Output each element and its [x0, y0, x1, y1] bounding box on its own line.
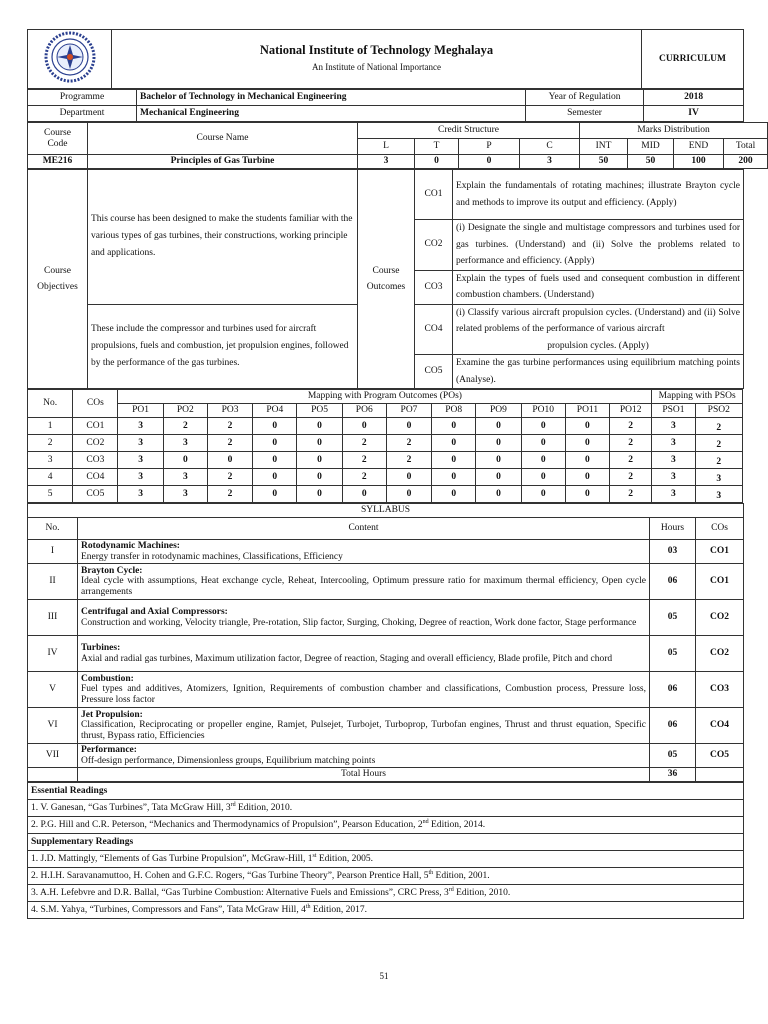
mapping-value: 3: [118, 469, 163, 486]
logo-cell: [28, 30, 112, 89]
mapping-col-po11: PO11: [565, 404, 609, 418]
unit-hours: 06: [650, 564, 696, 600]
col-P: P: [459, 139, 520, 155]
unit-number: VII: [28, 744, 78, 768]
mapping-cos-header: COs: [73, 390, 118, 418]
col-C: C: [520, 139, 580, 155]
mapping-value: 0: [386, 469, 431, 486]
department-label: Department: [28, 106, 137, 122]
reading-text: 2. P.G. Hill and C.R. Peterson, “Mechanics and Thermodynamics of Propulsion”, Pearson Education, 2: [31, 819, 423, 830]
institute-emblem-icon: [40, 30, 100, 84]
mapping-value: 3: [118, 452, 163, 469]
mapping-col-pso1: PSO1: [652, 404, 695, 418]
mapping-value: 3: [652, 469, 695, 486]
mapping-col-po9: PO9: [476, 404, 521, 418]
mapping-value: 2: [207, 435, 252, 452]
mapping-value: 0: [163, 452, 207, 469]
co-po-mapping-table: [27, 389, 743, 503]
mapping-value: 0: [565, 418, 609, 435]
supplementary-reading-item: [28, 885, 744, 902]
mapping-col-po8: PO8: [432, 404, 476, 418]
reading-text-end: Edition, 2001.: [433, 870, 490, 881]
mapping-col-po2: PO2: [163, 404, 207, 418]
syllabus-table: [27, 503, 744, 782]
objectives-label-line1: Course: [44, 266, 71, 276]
mapping-value: 0: [521, 435, 565, 452]
reading-superscript: nd: [422, 818, 429, 825]
outcomes-label-line2: Outcomes: [366, 282, 406, 292]
programme-value: Bachelor of Technology in Mechanical Engineering: [137, 90, 526, 106]
co4-text-last: propulsion cycles. (Apply): [547, 340, 649, 351]
mapping-value: 2: [342, 452, 386, 469]
semester-value: IV: [644, 106, 744, 122]
year-label: Year of Regulation: [526, 90, 644, 106]
mapping-value: 2: [207, 469, 252, 486]
unit-content: [78, 708, 650, 744]
objective-text-1: This course has been designed to make the students familiar with the various types of gas turbines, their constructions, working principle and applications.: [88, 170, 358, 305]
reading-text-end: Edition, 2005.: [316, 853, 373, 864]
syllabus-unit-row: [28, 744, 744, 768]
mapping-value: 0: [432, 418, 476, 435]
reading-text: 3. A.H. Lefebvre and D.R. Ballal, “Gas Turbine Combustion: Alternative Fuels and Emissions”, CRC Press, 3: [31, 887, 449, 898]
essential-reading-item: [28, 817, 744, 834]
mapping-value: 0: [253, 452, 297, 469]
mapping-row: [28, 435, 743, 452]
co5-id: CO5: [415, 355, 453, 389]
course-table: [27, 122, 768, 169]
unit-co: CO1: [696, 564, 744, 600]
mapping-value: 0: [432, 435, 476, 452]
mapping-value: 0: [297, 435, 342, 452]
total-empty-co: [696, 768, 744, 782]
course-info-table: [27, 89, 744, 122]
reading-text: 2. H.I.H. Saravanamuttoo, H. Cohen and G.F.C. Rogers, “Gas Turbine Theory”, Pearson Prentice Hall, 5: [31, 870, 429, 881]
unit-content: [78, 540, 650, 564]
curriculum-sheet: [27, 29, 756, 919]
unit-body: Axial and radial gas turbines, Maximum utilization factor, Degree of reaction, Staging and overall efficiency, Blade profile, Pitch and chord: [81, 653, 613, 664]
col-END: END: [674, 139, 724, 155]
reading-superscript: rd: [230, 801, 236, 808]
syllabus-unit-row: [28, 708, 744, 744]
unit-co: CO2: [696, 636, 744, 672]
course-MID: 50: [628, 155, 674, 169]
mapping-row-co: CO5: [73, 486, 118, 503]
course-code-header-line1: Course: [44, 127, 71, 138]
unit-co: CO1: [696, 540, 744, 564]
mapping-value: 2: [386, 435, 431, 452]
marks-distribution-header: Marks Distribution: [580, 123, 768, 139]
mapping-col-po5: PO5: [297, 404, 342, 418]
page-number: 51: [379, 971, 389, 981]
reading-text: 1. J.D. Mattingly, “Elements of Gas Turbine Propulsion”, McGraw-Hill, 1: [31, 853, 313, 864]
mapping-value: 0: [476, 418, 521, 435]
syllabus-no-header: No.: [28, 518, 78, 540]
total-empty: [28, 768, 78, 782]
curriculum-label: CURRICULUM: [642, 30, 744, 89]
mapping-col-po7: PO7: [386, 404, 431, 418]
unit-title: Brayton Cycle:: [81, 565, 143, 576]
co3-id: CO3: [415, 270, 453, 304]
mapping-value: 0: [297, 469, 342, 486]
mapping-value: 3: [163, 435, 207, 452]
mapping-row: [28, 469, 743, 486]
unit-hours: 05: [650, 744, 696, 768]
mapping-value: 0: [521, 469, 565, 486]
mapping-row-co: CO3: [73, 452, 118, 469]
mapping-value: 2: [695, 452, 742, 469]
mapping-value: 3: [118, 435, 163, 452]
institute-subtitle: An Institute of National Importance: [312, 62, 441, 72]
syllabus-title: SYLLABUS: [28, 504, 744, 518]
mapping-value: 3: [163, 486, 207, 503]
unit-title: Performance:: [81, 745, 137, 755]
unit-title: Centrifugal and Axial Compressors:: [81, 607, 228, 617]
mapping-value: 2: [342, 435, 386, 452]
co2-id: CO2: [415, 220, 453, 271]
col-L: L: [358, 139, 415, 155]
mapping-value: 2: [163, 418, 207, 435]
course-code-header: [28, 123, 88, 155]
reading-superscript: th: [428, 869, 434, 876]
syllabus-cos-header: COs: [696, 518, 744, 540]
syllabus-hours-header: Hours: [650, 518, 696, 540]
col-T: T: [415, 139, 459, 155]
mapping-row-no: 4: [28, 469, 73, 486]
mapping-col-po10: PO10: [521, 404, 565, 418]
unit-body: Energy transfer in rotodynamic machines, Classifications, Efficiency: [81, 551, 343, 562]
objectives-label: [28, 170, 88, 389]
unit-body: Fuel types and additives, Atomizers, Ignition, Requirements of combustion chamber and classifications, Combustion process, Pressure loss, Pressure loss factor: [81, 684, 646, 705]
objectives-label-line2: Objectives: [37, 282, 78, 292]
mapping-value: 2: [207, 418, 252, 435]
mapping-value: 3: [163, 469, 207, 486]
mapping-col-pso2: PSO2: [695, 404, 742, 418]
mapping-no-header: No.: [28, 390, 73, 418]
supplementary-reading-item: [28, 902, 744, 919]
unit-co: CO5: [696, 744, 744, 768]
course-name: Principles of Gas Turbine: [88, 155, 358, 169]
co2-text: (i) Designate the single and multistage compressors and turbines used for gas turbines. (Understand) and (ii) Solve the problems related to performance and efficiency. (Apply): [453, 220, 744, 271]
mapping-value: 3: [695, 469, 742, 486]
objectives-outcomes-table: [27, 169, 744, 389]
mapping-value: 0: [253, 486, 297, 503]
course-P: 0: [459, 155, 520, 169]
mapping-value: 0: [521, 418, 565, 435]
unit-hours: 06: [650, 672, 696, 708]
mapping-value: 0: [386, 486, 431, 503]
reading-superscript: th: [305, 903, 311, 910]
unit-number: I: [28, 540, 78, 564]
mapping-value: 3: [695, 486, 742, 503]
total-hours-value: 36: [650, 768, 696, 782]
mapping-row: [28, 486, 743, 503]
mapping-value: 2: [610, 418, 652, 435]
mapping-value: 2: [695, 418, 742, 435]
reading-text-end: Edition, 2010.: [453, 887, 511, 898]
unit-content: [78, 600, 650, 636]
reading-text: 1. V. Ganesan, “Gas Turbines”, Tata McGraw Hill, 3: [31, 802, 231, 813]
mapping-value: 0: [521, 452, 565, 469]
unit-title: Combustion:: [81, 673, 134, 684]
mapping-value: 2: [695, 435, 742, 452]
programme-label: Programme: [28, 90, 137, 106]
reading-superscript: rd: [448, 886, 454, 893]
mapping-value: 0: [253, 435, 297, 452]
semester-label: Semester: [526, 106, 644, 122]
readings-table: [27, 782, 744, 919]
supplementary-readings-label: Supplementary Readings: [28, 834, 744, 851]
mapping-value: 0: [432, 486, 476, 503]
mapping-value: 3: [118, 418, 163, 435]
course-C: 3: [520, 155, 580, 169]
mapping-value: 2: [610, 452, 652, 469]
course-T: 0: [415, 155, 459, 169]
mapping-row-co: CO4: [73, 469, 118, 486]
co1-id: CO1: [415, 170, 453, 220]
mapping-value: 2: [342, 469, 386, 486]
syllabus-unit-row: [28, 636, 744, 672]
unit-content: [78, 672, 650, 708]
mapping-value: 0: [521, 486, 565, 503]
unit-body: Construction and working, Velocity triangle, Pre-rotation, Slip factor, Surging, Choking, Degree of reaction, Work done factor, Stage performance: [81, 617, 637, 628]
col-MID: MID: [628, 139, 674, 155]
course-code-header-line2: Code: [47, 138, 68, 149]
mapping-value: 0: [565, 469, 609, 486]
co4-text-main: (i) Classify various aircraft propulsion cycles. (Understand) and (ii) Solve related problems of the performance of various aircraft: [456, 307, 740, 334]
unit-content: [78, 636, 650, 672]
mapping-row-no: 3: [28, 452, 73, 469]
co3-text: Explain the types of fuels used and consequent combustion in different combustion chambers. (Understand): [453, 270, 744, 304]
col-Total: Total: [724, 139, 768, 155]
unit-title: Turbines:: [81, 643, 121, 653]
essential-readings-label: Essential Readings: [28, 783, 744, 800]
unit-body: Classification, Reciprocating or propeller engine, Ramjet, Pulsejet, Turbojet, Turboprop, Turbofan engines, Thrust and thrust equation, Specific thrust, Bypass ratio, Efficiencies: [81, 720, 646, 741]
unit-number: IV: [28, 636, 78, 672]
mapping-value: 0: [476, 486, 521, 503]
unit-title: Rotodynamic Machines:: [81, 541, 180, 551]
mapping-row-no: 2: [28, 435, 73, 452]
unit-hours: 05: [650, 600, 696, 636]
mapping-value: 0: [297, 486, 342, 503]
unit-number: V: [28, 672, 78, 708]
mapping-value: 0: [432, 469, 476, 486]
total-hours-label: Total Hours: [78, 768, 650, 782]
col-INT: INT: [580, 139, 628, 155]
syllabus-unit-row: [28, 672, 744, 708]
mapping-row-no: 1: [28, 418, 73, 435]
mapping-value: 2: [610, 435, 652, 452]
reading-text-end: Edition, 2017.: [310, 904, 367, 915]
course-Total: 200: [724, 155, 768, 169]
credit-structure-header: Credit Structure: [358, 123, 580, 139]
reading-text-end: Edition, 2010.: [235, 802, 293, 813]
mapping-row: [28, 418, 743, 435]
syllabus-unit-row: [28, 600, 744, 636]
outcomes-label: [358, 170, 415, 389]
mapping-value: 0: [297, 452, 342, 469]
mapping-col-po6: PO6: [342, 404, 386, 418]
mapping-col-po1: PO1: [118, 404, 163, 418]
course-code: ME216: [28, 155, 88, 169]
institute-name: National Institute of Technology Meghalaya: [259, 43, 494, 57]
outcomes-label-line1: Course: [372, 266, 400, 276]
mapping-value: 2: [610, 469, 652, 486]
supplementary-reading-item: [28, 868, 744, 885]
unit-number: III: [28, 600, 78, 636]
mapping-value: 3: [118, 486, 163, 503]
unit-co: CO4: [696, 708, 744, 744]
mapping-value: 3: [652, 486, 695, 503]
unit-title: Jet Propulsion:: [81, 709, 143, 720]
course-END: 100: [674, 155, 724, 169]
department-value: Mechanical Engineering: [137, 106, 526, 122]
mapping-value: 0: [565, 486, 609, 503]
unit-co: CO2: [696, 600, 744, 636]
unit-body: Off-design performance, Dimensionless groups, Equilibrium matching points: [81, 755, 376, 766]
year-value: 2018: [644, 90, 744, 106]
unit-hours: 03: [650, 540, 696, 564]
reading-text-end: Edition, 2014.: [428, 819, 486, 830]
mapping-value: 0: [253, 469, 297, 486]
unit-body: Ideal cycle with assumptions, Heat exchange cycle, Reheat, Intercooling, Optimum pressure ratio for maximum thermal efficiency, Open cycle arrangements: [81, 576, 646, 597]
mapping-value: 0: [565, 452, 609, 469]
mapping-value: 3: [652, 418, 695, 435]
unit-hours: 06: [650, 708, 696, 744]
reading-superscript: st: [312, 852, 317, 859]
mapping-col-po3: PO3: [207, 404, 252, 418]
co4-text: [453, 304, 744, 355]
mapping-value: 0: [432, 452, 476, 469]
mapping-value: 2: [386, 452, 431, 469]
objective-text-2: These include the compressor and turbines used for aircraft propulsions, fuels and combustion, jet propulsion engines, followed by the performance of the gas turbines.: [88, 304, 358, 389]
syllabus-content-header: Content: [78, 518, 650, 540]
mapping-value: 2: [207, 486, 252, 503]
mapping-value: 0: [565, 435, 609, 452]
co4-id: CO4: [415, 304, 453, 355]
mapping-row: [28, 452, 743, 469]
mapping-value: 0: [253, 418, 297, 435]
syllabus-unit-row: [28, 564, 744, 600]
unit-hours: 05: [650, 636, 696, 672]
mapping-value: 3: [652, 435, 695, 452]
mapping-value: 0: [476, 435, 521, 452]
unit-number: VI: [28, 708, 78, 744]
reading-text: 4. S.M. Yahya, “Turbines, Compressors and Fans”, Tata McGraw Hill, 4: [31, 904, 306, 915]
mapping-value: 0: [386, 418, 431, 435]
mapping-row-co: CO1: [73, 418, 118, 435]
mapping-value: 0: [207, 452, 252, 469]
unit-number: II: [28, 564, 78, 600]
essential-reading-item: [28, 800, 744, 817]
mapping-row-no: 5: [28, 486, 73, 503]
po-mapping-title: Mapping with Program Outcomes (POs): [118, 390, 652, 404]
mapping-value: 2: [610, 486, 652, 503]
mapping-value: 0: [342, 486, 386, 503]
mapping-value: 0: [342, 418, 386, 435]
mapping-value: 0: [297, 418, 342, 435]
mapping-value: 0: [476, 469, 521, 486]
unit-co: CO3: [696, 672, 744, 708]
institute-title-cell: [112, 30, 642, 89]
mapping-col-po12: PO12: [610, 404, 652, 418]
syllabus-unit-row: [28, 540, 744, 564]
course-name-header: Course Name: [88, 123, 358, 155]
mapping-col-po4: PO4: [253, 404, 297, 418]
supplementary-reading-item: [28, 851, 744, 868]
pso-mapping-title: Mapping with PSOs: [652, 390, 743, 404]
co1-text: Explain the fundamentals of rotating machines; illustrate Brayton cycle and methods to improve its output and efficiency. (Apply): [453, 170, 744, 220]
mapping-value: 0: [476, 452, 521, 469]
unit-content: [78, 564, 650, 600]
mapping-value: 3: [652, 452, 695, 469]
course-INT: 50: [580, 155, 628, 169]
mapping-row-co: CO2: [73, 435, 118, 452]
unit-content: [78, 744, 650, 768]
document-header: [27, 29, 744, 89]
course-L: 3: [358, 155, 415, 169]
co5-text: Examine the gas turbine performances using equilibrium matching points (Analyse).: [453, 355, 744, 389]
